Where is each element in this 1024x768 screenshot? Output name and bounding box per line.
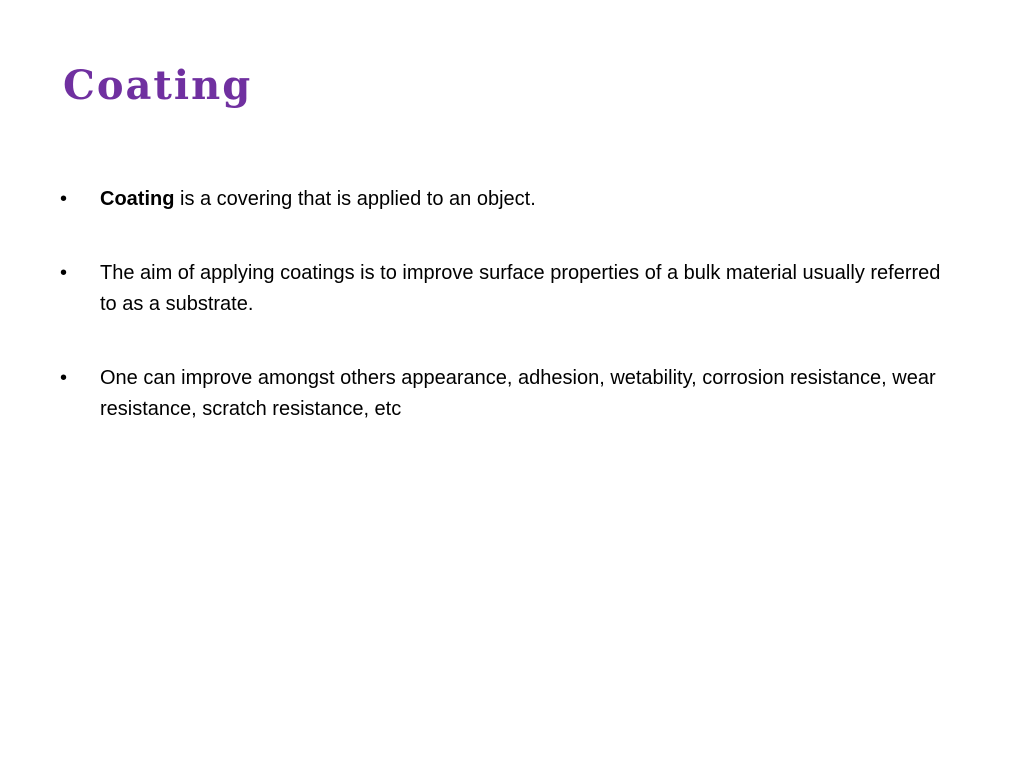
bullet-dot-icon: • bbox=[60, 262, 68, 284]
bullet-item bbox=[60, 184, 960, 215]
bullet-item bbox=[60, 363, 960, 425]
bullet-text: One can improve amongst others appearance, adhesion, wetability, corrosion resistance, wear resistance, scratch resistance, etc bbox=[100, 367, 936, 420]
bullet-list bbox=[60, 184, 960, 468]
bullet-item bbox=[60, 258, 960, 320]
bullet-text: The aim of applying coatings is to improve surface properties of a bulk material usually referred to as a substrate. bbox=[100, 262, 941, 315]
bullet-term: Coating bbox=[100, 188, 175, 210]
bullet-dot-icon: • bbox=[60, 188, 68, 210]
bullet-dot-icon: • bbox=[60, 367, 68, 389]
bullet-text: is a covering that is applied to an object. bbox=[174, 188, 536, 210]
slide-title: Coating bbox=[63, 62, 253, 109]
